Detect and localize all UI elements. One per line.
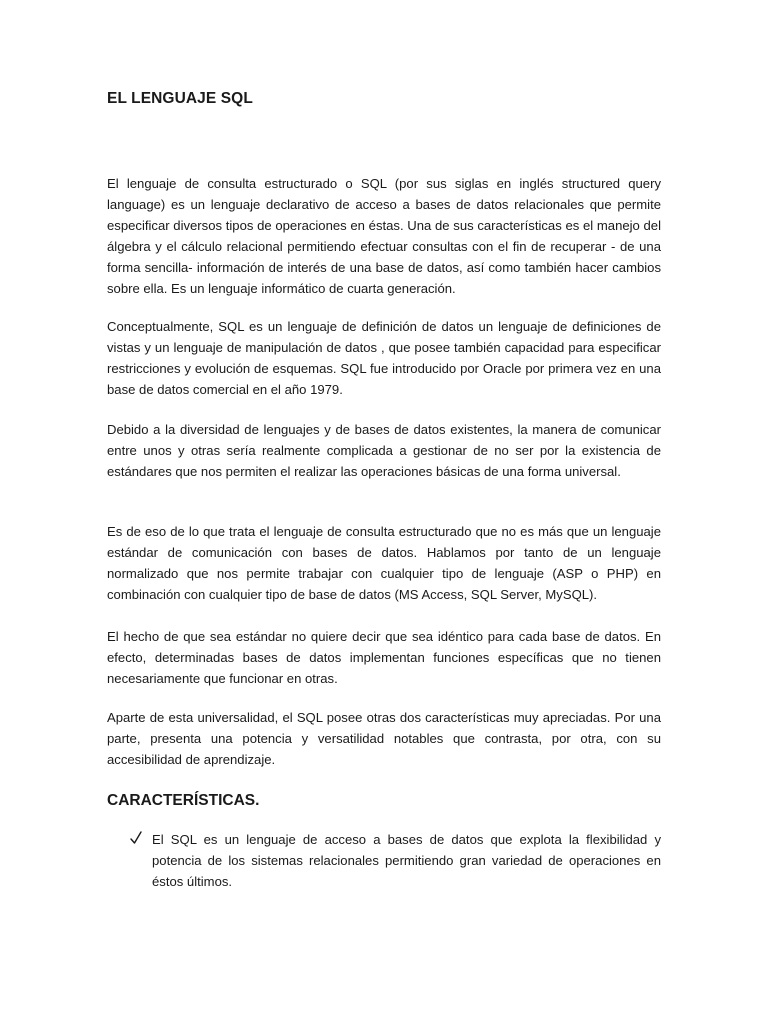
checkmark-icon [130, 831, 142, 845]
paragraph-diversity: Debido a la diversidad de lenguajes y de bases de datos existentes, la manera de comunicar entre unos y otras sería realmente complicada a gestionar de no ser por la existencia de estándares que nos permiten el realizar las operaciones básicas de una forma universal. [107, 422, 661, 479]
list-item [130, 829, 661, 892]
list-item-text: El SQL es un lenguaje de acceso a bases de datos que explota la flexibilidad y potencia de los sistemas relacionales permitiendo gran variedad de operaciones en éstos últimos. [152, 832, 661, 889]
paragraph-universality: Aparte de esta universalidad, el SQL posee otras dos características muy apreciadas. Por una parte, presenta una potencia y versatilidad notables que contrasta, por otra, con su accesibilidad de aprendizaje. [107, 710, 661, 767]
page-title: EL LENGUAJE SQL [107, 90, 253, 107]
paragraph-intro: El lenguaje de consulta estructurado o SQL (por sus siglas en inglés structured query language) es un lenguaje declarativo de acceso a bases de datos relacionales que permite especificar diversos tipos de operaciones en éstas. Una de sus características es el manejo del álgebra y el cálculo relacional permitiendo efectuar consultas con el fin de recuperar - de una forma sencilla- información de interés de una base de datos, así como también hacer cambios sobre ella. Es un lenguaje informático de cuarta generación. [107, 176, 661, 296]
section-heading: CARACTERÍSTICAS. [107, 792, 260, 809]
characteristics-list [130, 829, 661, 892]
paragraph-not-identical: El hecho de que sea estándar no quiere decir que sea idéntico para cada base de datos. En efecto, determinadas bases de datos implementan funciones específicas que no tienen necesariamente que funcionar en otras. [107, 629, 661, 686]
paragraph-standard: Es de eso de lo que trata el lenguaje de consulta estructurado que no es más que un lenguaje estándar de comunicación con bases de datos. Hablamos por tanto de un lenguaje normalizado que nos permite trabajar con cualquier tipo de lenguaje (ASP o PHP) en combinación con cualquier tipo de base de datos (MS Access, SQL Server, MySQL). [107, 524, 661, 602]
paragraph-concept: Conceptualmente, SQL es un lenguaje de definición de datos un lenguaje de definiciones de vistas y un lenguaje de manipulación de datos , que posee también capacidad para especificar restricciones y evolución de esquemas. SQL fue introducido por Oracle por primera vez en una base de datos comercial en el año 1979. [107, 319, 661, 397]
